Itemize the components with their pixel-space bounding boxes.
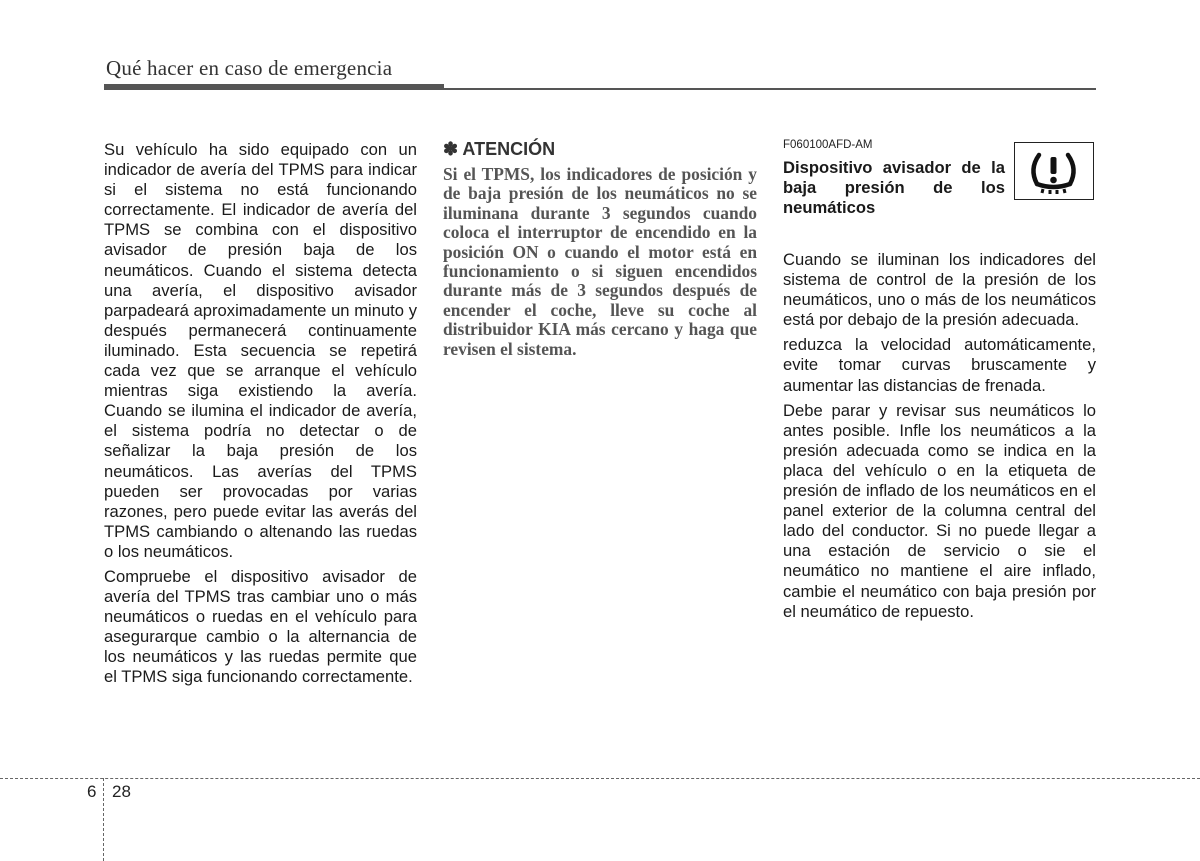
footer-rule — [0, 778, 1200, 779]
section-code: F060100AFD-AM — [783, 139, 873, 151]
paragraph: Cuando se iluminan los indicadores del sistema de control de la presión de los neumáticos, uno o más de los neumáticos está por debajo de la presión adecuada. — [783, 250, 1096, 330]
section-heading: Dispositivo avisador de la baja presión de los neumáticos — [783, 158, 1005, 218]
tpms-warning-icon — [1014, 142, 1094, 200]
header-rule-thick — [104, 84, 444, 90]
paragraph: reduzca la velocidad automáticamente, evite tomar curvas bruscamente y aumentar las distancias de frenada. — [783, 335, 1096, 395]
page-header-title: Qué hacer en caso de emergencia — [106, 56, 393, 80]
attention-box — [443, 137, 757, 364]
paragraph: Su vehículo ha sido equipado con un indicador de avería del TPMS para indicar si el sistema no está funcionando correctamente. El indicador de avería del TPMS se combina con el dispositivo avisador de presión baja de los neumáticos. Cuando el sistema detecta una avería, el dispositivo avisador parpadeará aproximadamente un minuto y después permanecerá continuamente iluminado. Esta secuencia se repetirá cada vez que se arranque el vehículo mientras siga existiendo la avería. Cuando se ilumina el indicador de avería, el sistema podría no detectar o de señalizar la baja presión de los neumáticos. Las averías del TPMS pueden ser provocadas por varias razones, pero puede evitar las averás del TPMS cambiando o altenando las ruedas o los neumáticos. — [104, 140, 417, 561]
header-rule-thin — [444, 88, 1096, 90]
column-left — [104, 140, 417, 693]
column-right — [783, 250, 1096, 627]
chapter-number: 6 — [87, 782, 97, 801]
paragraph: Debe parar y revisar sus neumáticos lo antes posible. Infle los neumáticos a la presión adecuada como se indica en la placa del vehículo o en la etiqueta de presión de inflado de los neumáticos en el panel exterior de la columna central del lado del conductor. Si no puede llegar a una estación de servicio o sie el neumático no mantiene el aire inflado, cambie el neumático con baja presión por el neumático de repuesto. — [783, 400, 1096, 621]
attention-title: ✽ ATENCIÓN — [443, 139, 556, 159]
paragraph: Compruebe el dispositivo avisador de avería del TPMS tras cambiar uno o más neumáticos o ruedas en el vehículo para asegurarque cambio o la alternancia de los neumáticos y las ruedas permite que el TPMS siga funcionando correctamente. — [104, 566, 417, 687]
page-number: 28 — [112, 782, 131, 801]
attention-body: Si el TPMS, los indicadores de posición y de baja presión de los neumáticos no se iluminana durante 3 segundos cuando coloca el interruptor de encendido en la posición ON o cuando el motor está en funcionamiento o si siguen encendidos durante más de 3 segundos después de encender el coche, lleve su coche al distribuidor KIA más cercano y haga que revisen el sistema. — [443, 164, 757, 359]
footer-vertical-rule — [103, 778, 104, 861]
